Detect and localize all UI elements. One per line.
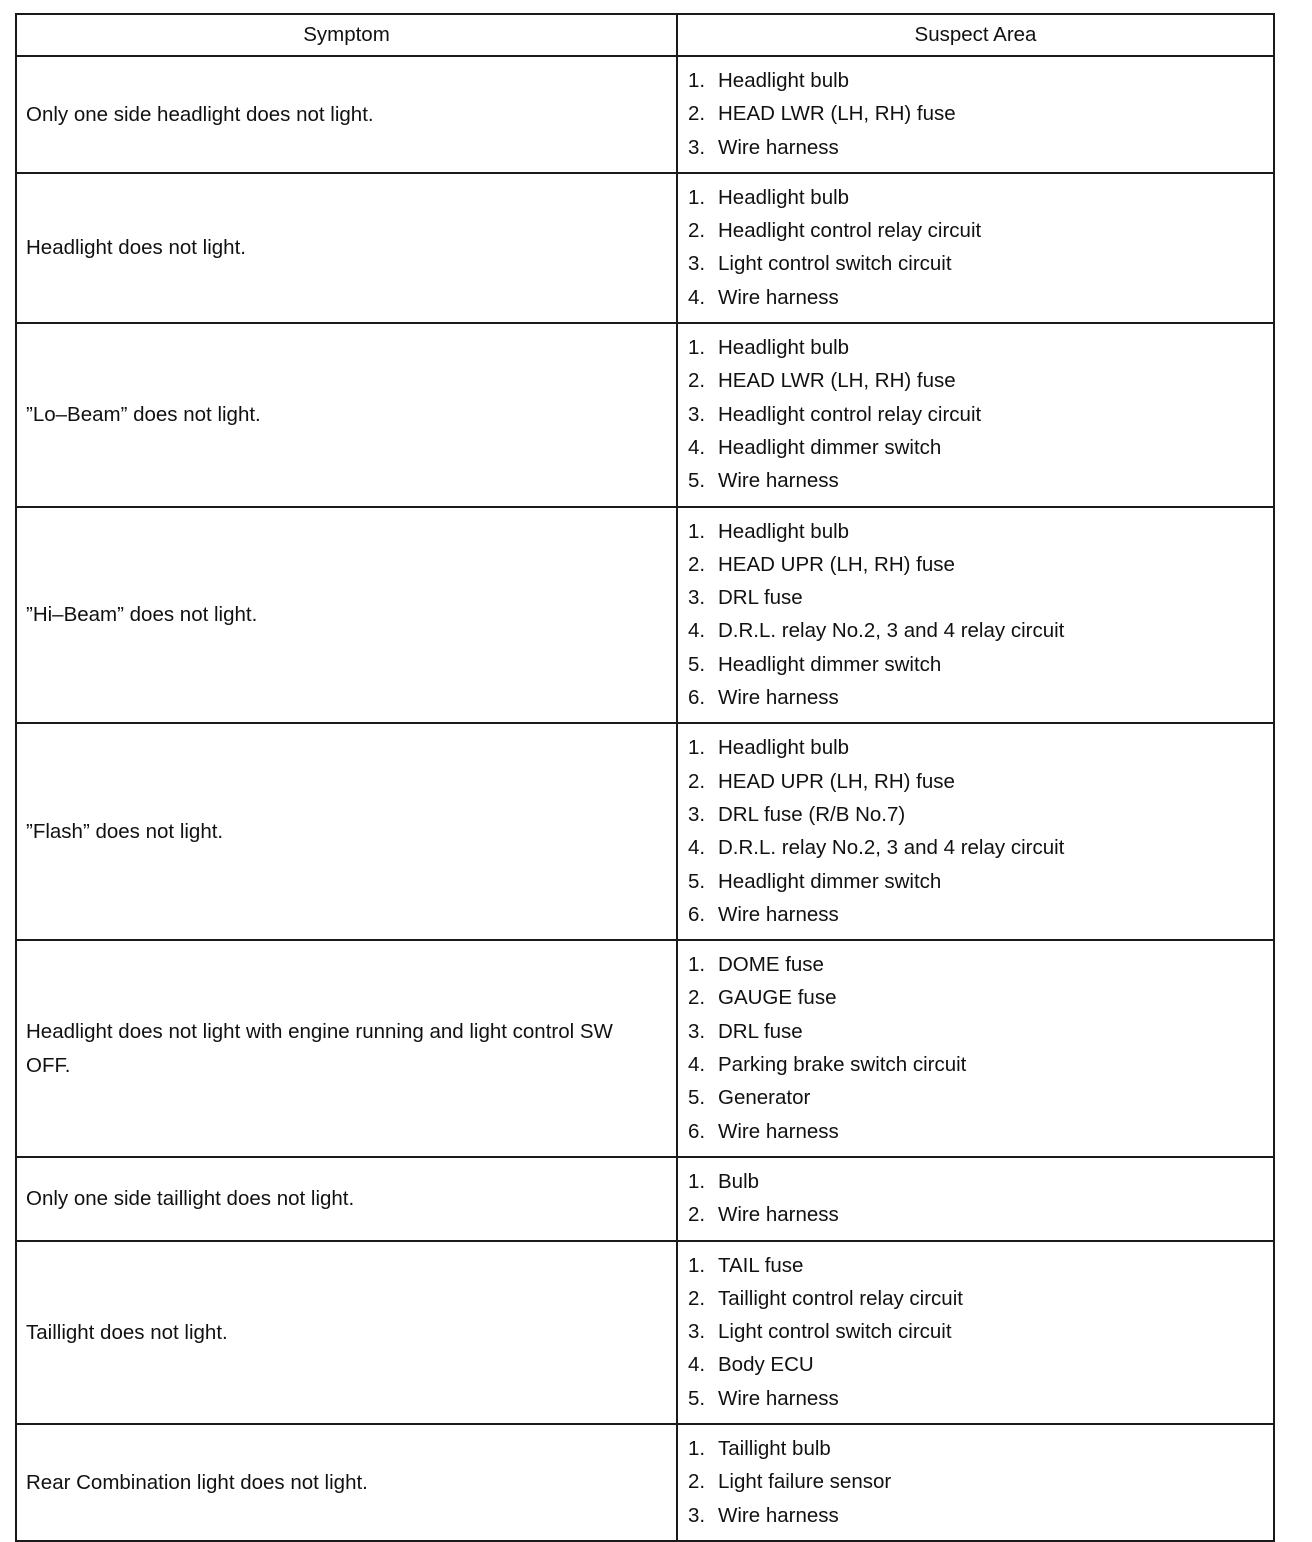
table-row	[16, 323, 1274, 506]
suspect-area-cell	[677, 1424, 1274, 1541]
suspect-item: 3. Headlight control relay circuit	[688, 398, 1263, 431]
suspect-item: 3. Wire harness	[688, 131, 1263, 164]
suspect-item-text: Headlight dimmer switch	[718, 869, 942, 893]
suspect-item: 2. HEAD UPR (LH, RH) fuse	[688, 765, 1263, 798]
suspect-item: 6. Wire harness	[688, 1115, 1263, 1148]
suspect-area-cell	[677, 323, 1274, 506]
suspect-item: 3. Wire harness	[688, 1499, 1263, 1532]
suspect-item-text: DOME fuse	[718, 953, 824, 977]
suspect-item: 5. Headlight dimmer switch	[688, 865, 1263, 898]
suspect-item-text: HEAD UPR (LH, RH) fuse	[718, 552, 955, 576]
table-row	[16, 1241, 1274, 1424]
suspect-item-text: D.R.L. relay No.2, 3 and 4 relay circuit	[718, 836, 1065, 860]
suspect-list	[688, 64, 1263, 164]
table-body	[16, 56, 1274, 1541]
suspect-item-text: Wire harness	[718, 1386, 839, 1410]
suspect-item-text: Headlight dimmer switch	[718, 435, 942, 459]
suspect-item-text: Wire harness	[718, 686, 839, 710]
table-row	[16, 173, 1274, 323]
table-header-row	[16, 14, 1274, 56]
suspect-item: 2. GAUGE fuse	[688, 981, 1263, 1014]
suspect-item: 3. DRL fuse	[688, 581, 1263, 614]
suspect-item: 3. Light control switch circuit	[688, 1315, 1263, 1348]
symptom-cell: Taillight does not light.	[16, 1241, 677, 1424]
suspect-item-text: Wire harness	[718, 135, 839, 159]
suspect-item-text: Headlight bulb	[718, 336, 850, 360]
suspect-item: 2. Light failure sensor	[688, 1465, 1263, 1498]
suspect-item-text: HEAD UPR (LH, RH) fuse	[718, 769, 955, 793]
suspect-item-text: DRL fuse	[718, 1019, 803, 1043]
suspect-area-cell	[677, 1241, 1274, 1424]
suspect-item-text: HEAD LWR (LH, RH) fuse	[718, 102, 956, 126]
suspect-item: 2. HEAD UPR (LH, RH) fuse	[688, 548, 1263, 581]
suspect-item: 4. Body ECU	[688, 1348, 1263, 1381]
suspect-item: 5. Wire harness	[688, 464, 1263, 497]
suspect-item-text: Wire harness	[718, 285, 839, 309]
suspect-item: 1. DOME fuse	[688, 948, 1263, 981]
suspect-item: 1. Headlight bulb	[688, 331, 1263, 364]
suspect-list	[688, 731, 1263, 931]
suspect-item-text: Wire harness	[718, 1203, 839, 1227]
suspect-item: 6. Wire harness	[688, 898, 1263, 931]
symptom-cell: ”Lo–Beam” does not light.	[16, 323, 677, 506]
suspect-area-cell	[677, 56, 1274, 173]
suspect-item-text: D.R.L. relay No.2, 3 and 4 relay circuit	[718, 619, 1065, 643]
suspect-item: 4. D.R.L. relay No.2, 3 and 4 relay circuit	[688, 831, 1263, 864]
suspect-item: 3. Light control switch circuit	[688, 247, 1263, 280]
suspect-item-text: Light failure sensor	[718, 1470, 892, 1494]
suspect-item: 2. HEAD LWR (LH, RH) fuse	[688, 364, 1263, 397]
suspect-item-text: Wire harness	[718, 902, 839, 926]
suspect-item-text: Headlight control relay circuit	[718, 219, 982, 243]
suspect-item-text: Headlight bulb	[718, 736, 850, 760]
suspect-item-text: Bulb	[718, 1169, 760, 1193]
suspect-list	[688, 1432, 1263, 1532]
suspect-item: 3. DRL fuse (R/B No.7)	[688, 798, 1263, 831]
suspect-item: 1. Headlight bulb	[688, 731, 1263, 764]
suspect-item: 6. Wire harness	[688, 681, 1263, 714]
suspect-item-text: Generator	[718, 1086, 811, 1110]
suspect-item-text: Light control switch circuit	[718, 1320, 952, 1344]
suspect-item-text: Wire harness	[718, 469, 839, 493]
symptom-cell: Headlight does not light.	[16, 173, 677, 323]
suspect-item: 5. Headlight dimmer switch	[688, 648, 1263, 681]
suspect-item: 1. TAIL fuse	[688, 1249, 1263, 1282]
suspect-item-text: Taillight control relay circuit	[718, 1286, 963, 1310]
suspect-item: 4. Headlight dimmer switch	[688, 431, 1263, 464]
suspect-item: 2. Taillight control relay circuit	[688, 1282, 1263, 1315]
suspect-item-text: Headlight control relay circuit	[718, 402, 982, 426]
suspect-item: 4. D.R.L. relay No.2, 3 and 4 relay circuit	[688, 614, 1263, 647]
suspect-list	[688, 181, 1263, 314]
suspect-item: 3. DRL fuse	[688, 1015, 1263, 1048]
suspect-list	[688, 1165, 1263, 1232]
suspect-item-text: Wire harness	[718, 1119, 839, 1143]
suspect-item: 1. Headlight bulb	[688, 64, 1263, 97]
suspect-item: 2. HEAD LWR (LH, RH) fuse	[688, 97, 1263, 130]
symptom-cell: ”Hi–Beam” does not light.	[16, 507, 677, 724]
symptom-cell: Headlight does not light with engine running and light control SW OFF.	[16, 940, 677, 1157]
suspect-list	[688, 1249, 1263, 1415]
suspect-area-cell	[677, 723, 1274, 940]
suspect-item: 1. Taillight bulb	[688, 1432, 1263, 1465]
header-suspect-area: Suspect Area	[677, 14, 1274, 56]
suspect-item-text: Wire harness	[718, 1503, 839, 1527]
suspect-list	[688, 948, 1263, 1148]
table-row	[16, 940, 1274, 1157]
suspect-item: 1. Bulb	[688, 1165, 1263, 1198]
symptom-cell: ”Flash” does not light.	[16, 723, 677, 940]
header-symptom: Symptom	[16, 14, 677, 56]
table-row	[16, 1424, 1274, 1541]
suspect-list	[688, 331, 1263, 497]
suspect-item-text: GAUGE fuse	[718, 986, 837, 1010]
suspect-item-text: Headlight bulb	[718, 519, 850, 543]
suspect-item-text: HEAD LWR (LH, RH) fuse	[718, 369, 956, 393]
table-row	[16, 507, 1274, 724]
suspect-item: 4. Parking brake switch circuit	[688, 1048, 1263, 1081]
suspect-item-text: DRL fuse	[718, 586, 803, 610]
suspect-item-text: Body ECU	[718, 1353, 814, 1377]
suspect-item: 2. Headlight control relay circuit	[688, 214, 1263, 247]
suspect-area-cell	[677, 940, 1274, 1157]
suspect-item: 5. Generator	[688, 1081, 1263, 1114]
suspect-area-cell	[677, 173, 1274, 323]
symptom-cell: Only one side headlight does not light.	[16, 56, 677, 173]
suspect-item-text: Parking brake switch circuit	[718, 1053, 967, 1077]
symptom-cell: Rear Combination light does not light.	[16, 1424, 677, 1541]
suspect-item-text: Headlight dimmer switch	[718, 652, 942, 676]
table-row	[16, 1157, 1274, 1241]
suspect-item-text: Light control switch circuit	[718, 252, 952, 276]
suspect-item-text: Headlight bulb	[718, 69, 850, 92]
suspect-item-text: TAIL fuse	[718, 1253, 804, 1277]
troubleshooting-table	[15, 13, 1275, 1542]
suspect-item-text: Taillight bulb	[718, 1436, 831, 1460]
suspect-area-cell	[677, 507, 1274, 724]
suspect-item-text: Headlight bulb	[718, 185, 850, 209]
suspect-area-cell	[677, 1157, 1274, 1241]
suspect-list	[688, 515, 1263, 715]
suspect-item: 1. Headlight bulb	[688, 515, 1263, 548]
suspect-item: 4. Wire harness	[688, 281, 1263, 314]
suspect-item-text: DRL fuse (R/B No.7)	[718, 802, 906, 826]
suspect-item: 1. Headlight bulb	[688, 181, 1263, 214]
suspect-item: 5. Wire harness	[688, 1382, 1263, 1415]
table-row	[16, 723, 1274, 940]
suspect-item: 2. Wire harness	[688, 1198, 1263, 1231]
symptom-cell: Only one side taillight does not light.	[16, 1157, 677, 1241]
table-row	[16, 56, 1274, 173]
